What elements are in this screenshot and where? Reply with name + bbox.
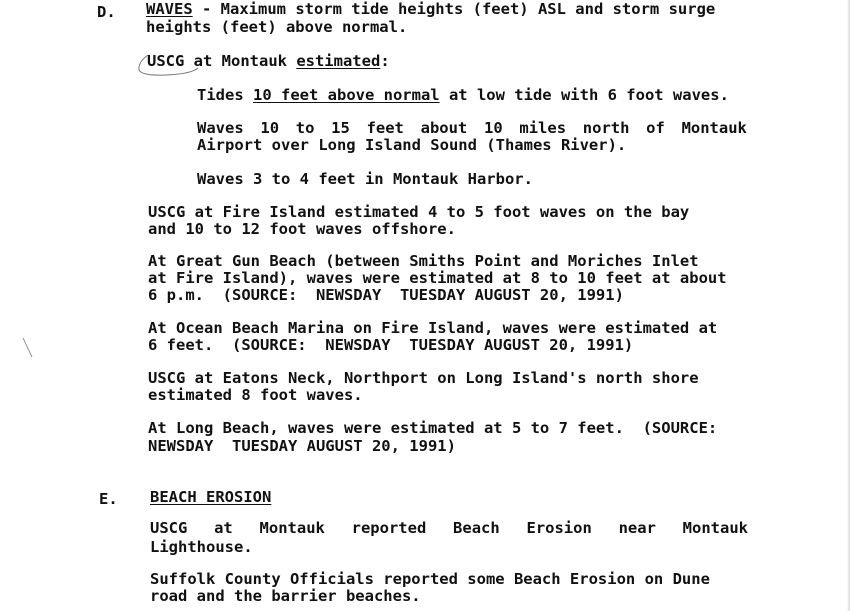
ocean-beach-line-2: 6 feet. (SOURCE: NEWSDAY TUESDAY AUGUST 20, 1991) (148, 336, 634, 354)
section-d-heading-rest-1: - Maximum storm tide heights (feet) ASL and storm surge (192, 0, 716, 18)
great-gun-line-3: 6 p.m. (SOURCE: NEWSDAY TUESDAY AUGUST 20, 1991) (148, 286, 624, 304)
word: miles (519, 119, 567, 137)
word: north (582, 119, 630, 137)
tides-suffix: at low tide with 6 foot waves. (439, 86, 729, 104)
long-beach-line-1: At Long Beach, waves were estimated at 5 to 7 feet. (SOURCE: (148, 419, 718, 437)
word: Montauk (681, 119, 747, 137)
waves-sound-line-1 (197, 120, 747, 137)
montauk-intro-uscg: USCG (147, 52, 185, 70)
tides-underlined: 10 feet above normal (253, 86, 440, 104)
eatons-line-2: estimated 8 foot waves. (148, 386, 363, 404)
erosion-montauk-line-2: Lighthouse. (150, 538, 253, 556)
waves-harbor-line: Waves 3 to 4 feet in Montauk Harbor. (197, 170, 533, 188)
section-d-letter: D. (97, 3, 116, 21)
eatons-line-1: USCG at Eatons Neck, Northport on Long Island's north shore (148, 369, 699, 387)
section-d-heading-line-1 (146, 1, 715, 18)
word: at (214, 519, 233, 537)
section-d-heading: WAVES (146, 0, 193, 18)
montauk-intro-estimated: estimated (296, 52, 381, 70)
word: 10 (260, 119, 280, 137)
word: feet (366, 119, 404, 137)
long-beach-line-2: NEWSDAY TUESDAY AUGUST 20, 1991) (148, 437, 456, 455)
word: 15 (331, 119, 350, 137)
erosion-montauk-line-1 (150, 520, 748, 537)
word: about (420, 119, 468, 137)
great-gun-line-1: At Great Gun Beach (between Smiths Point and Moriches Inlet (148, 252, 699, 270)
word: USCG (150, 519, 188, 537)
great-gun-line-2: at Fire Island), waves were estimated at 8 to 10 feet at about (148, 269, 727, 287)
word: of (646, 119, 665, 137)
montauk-intro-colon: : (380, 52, 390, 70)
montauk-intro-at: at Montauk (184, 52, 297, 70)
word: 10 (484, 119, 503, 137)
word: to (295, 119, 315, 137)
tides-prefix: Tides (197, 86, 253, 104)
word: Beach (453, 519, 500, 537)
section-e-heading: BEACH EROSION (150, 488, 272, 506)
word: reported (351, 519, 427, 537)
fire-island-line-2: and 10 to 12 foot waves offshore. (148, 220, 456, 238)
word: Waves (197, 119, 244, 137)
fire-island-line-1: USCG at Fire Island estimated 4 to 5 foot waves on the bay (148, 203, 690, 221)
tides-line (197, 87, 729, 104)
section-e-letter: E. (99, 490, 118, 508)
margin-stray-mark (20, 335, 38, 365)
pen-mark-circle (136, 52, 206, 80)
ocean-beach-line-1: At Ocean Beach Marina on Fire Island, waves were estimated at (148, 319, 718, 337)
erosion-suffolk-line-1: Suffolk County Officials reported some Beach Erosion on Dune (150, 570, 710, 588)
waves-sound-line-2: Airport over Long Island Sound (Thames River). (197, 136, 627, 154)
word: Montauk (682, 519, 748, 537)
word: near (618, 519, 656, 537)
word: Montauk (259, 519, 325, 537)
section-d-heading-line-2: heights (feet) above normal. (146, 18, 408, 36)
word: Erosion (526, 519, 592, 537)
erosion-suffolk-line-2: road and the barrier beaches. (150, 587, 421, 605)
